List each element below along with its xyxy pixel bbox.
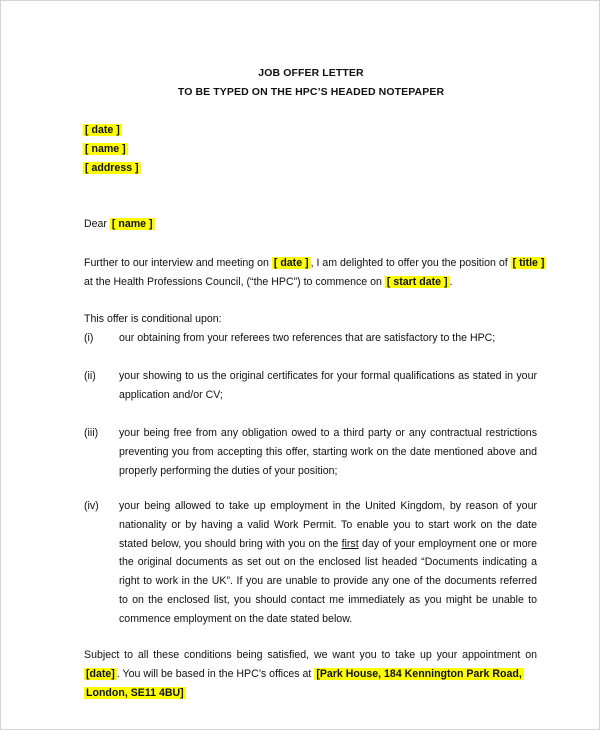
address-placeholder-line (83, 161, 141, 175)
condition-item (119, 497, 537, 629)
condition-text: day of your employment one or more (358, 537, 538, 550)
intro-line-1 (84, 257, 546, 270)
salutation (84, 218, 155, 231)
salutation-text: Dear (84, 218, 110, 230)
condition-line: right to work in the UK”. If you are unable to provide any one of the documents referred (119, 575, 537, 588)
closing-text: . You will be based in the HPC’s offices at (116, 667, 315, 680)
letter-subtitle: TO BE TYPED ON THE HPC’S HEADED NOTEPAPER (177, 86, 445, 98)
condition-number: (iv) (84, 500, 99, 512)
condition-number: (iii) (84, 427, 99, 439)
appointment-date-placeholder: [date] (86, 667, 115, 680)
name-placeholder-line (83, 142, 128, 156)
condition-line: your showing to us the original certificates for your formal qualifications as stated in your (119, 370, 537, 382)
conditions-heading: This offer is conditional upon: (84, 313, 222, 325)
condition-text: stated below, you should bring with you on the (119, 537, 342, 550)
salutation-name-placeholder: [ name ] (111, 218, 153, 230)
date-placeholder-line (83, 123, 122, 137)
condition-line: application and/or CV; (119, 388, 223, 401)
intro-line-2 (84, 276, 452, 289)
intro-text-1b: , I am delighted to offer you the position of (310, 257, 511, 269)
interview-date-placeholder: [ date ] (273, 257, 309, 269)
underlined-first: first (341, 537, 359, 550)
title-placeholder: [ title ] (512, 257, 545, 269)
intro-text-2b: . (449, 276, 453, 288)
letter-title: JOB OFFER LETTER (258, 67, 364, 79)
condition-item (119, 367, 537, 405)
condition-line: your being free from any obligation owed to a third party or any contractual restrictions (119, 427, 537, 439)
date-placeholder: [ date ] (85, 124, 120, 136)
closing-paragraph (84, 646, 537, 702)
condition-line: preventing you from accepting this offer, starting work on the date mentioned above and (119, 445, 537, 458)
condition-line: to on the enclosed list, you should contact me immediately as you might be unable to (119, 593, 537, 606)
condition-number: (ii) (84, 370, 96, 382)
condition-line: our obtaining from your referees two references that are satisfactory to the HPC; (119, 332, 496, 344)
condition-line: the original documents as set out on the enclosed list headed “Documents indicating a (119, 556, 537, 569)
start-date-placeholder: [ start date ] (386, 276, 448, 288)
condition-number: (i) (84, 332, 94, 344)
closing-line (84, 665, 537, 684)
condition-item (119, 329, 537, 348)
condition-line (119, 535, 537, 554)
intro-text-2a: at the Health Professions Council, (“the HPC”) to commence on (84, 276, 385, 288)
condition-line: your being allowed to take up employment in the United Kingdom, by reason of your (119, 500, 537, 512)
closing-line: Subject to all these conditions being satisfied, we want you to take up your appointment on (84, 649, 537, 661)
condition-line: nationality or by having a valid Work Permit. To enable you to start work on the date (119, 518, 537, 531)
intro-text-1a: Further to our interview and meeting on (84, 257, 272, 269)
office-location-placeholder-2: London, SE11 4BU] (86, 686, 184, 699)
condition-line: properly performing the duties of your position; (119, 464, 338, 477)
closing-line (84, 684, 537, 703)
condition-item (119, 424, 537, 480)
condition-line: commence employment on the date stated below. (119, 612, 353, 625)
office-location-placeholder-1: [Park House, 184 Kennington Park Road, (316, 667, 522, 680)
name-placeholder: [ name ] (85, 143, 126, 155)
address-placeholder: [ address ] (85, 162, 139, 174)
